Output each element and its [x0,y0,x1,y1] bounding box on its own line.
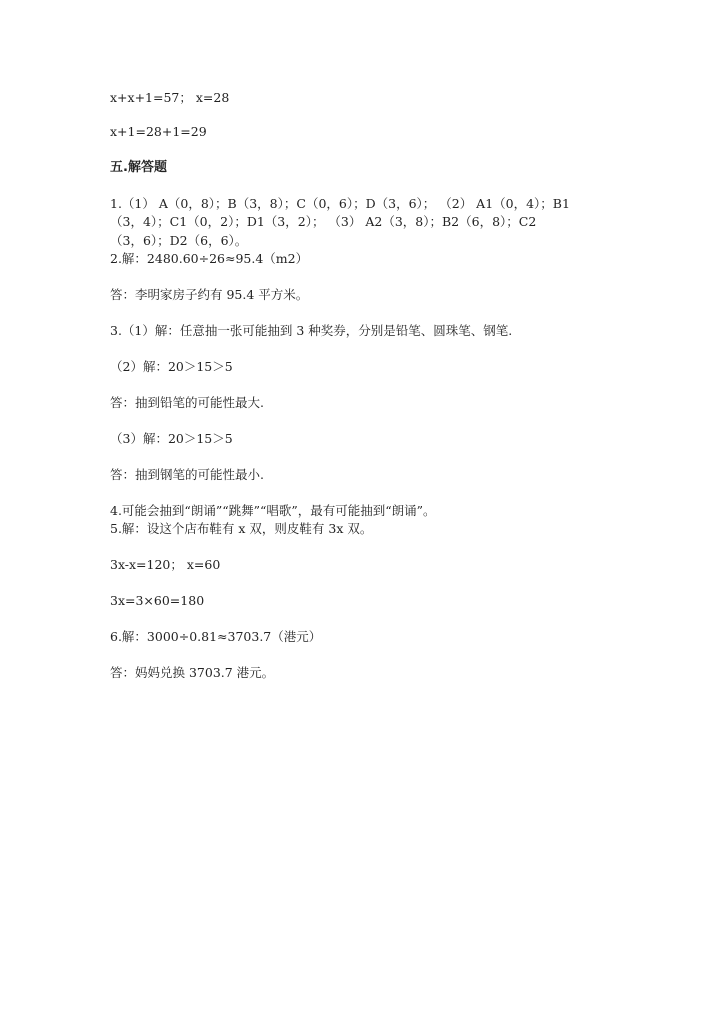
text-line: 答：李明家房子约有 95.4 平方米。 [110,287,309,302]
text-line: 1.（1） A（0，8）；B（3，8）；C（0，6）；D（3，6）； （2） A1（0，4）；B1 [110,196,570,211]
text-line: x+x+1=57； x=28 [110,90,230,105]
text-line: 2.解：2480.60÷26≈95.4（m2） [110,251,309,266]
text-line: 答：抽到铅笔的可能性最大. [110,395,264,410]
text-line: 4.可能会抽到“朗诵”“跳舞”“唱歌”，最有可能抽到“朗诵”。 [110,503,436,518]
text-line: （3）解：20＞15＞5 [110,431,233,446]
text-line: （2）解：20＞15＞5 [110,359,233,374]
text-line: 答：妈妈兑换 3703.7 港元。 [110,665,275,680]
text-line: 答：抽到钢笔的可能性最小. [110,467,264,482]
text-line: 6.解：3000÷0.81≈3703.7（港元） [110,629,322,644]
text-line: 3.（1）解：任意抽一张可能抽到 3 种奖券，分别是铅笔、圆珠笔、钢笔. [110,323,513,338]
section-heading: 五.解答题 [110,160,167,175]
text-line: 3x-x=120； x=60 [110,557,221,572]
text-line: （3，4）；C1（0，2）；D1（3，2）； （3） A2（3，8）；B2（6，8）；C2 [110,214,537,229]
text-line: （3，6）；D2（6，6）。 [110,233,248,248]
text-line: x+1=28+1=29 [110,124,207,139]
text-line: 3x=3×60=180 [110,593,205,608]
text-line: 5.解：设这个店布鞋有 x 双，则皮鞋有 3x 双。 [110,521,373,536]
